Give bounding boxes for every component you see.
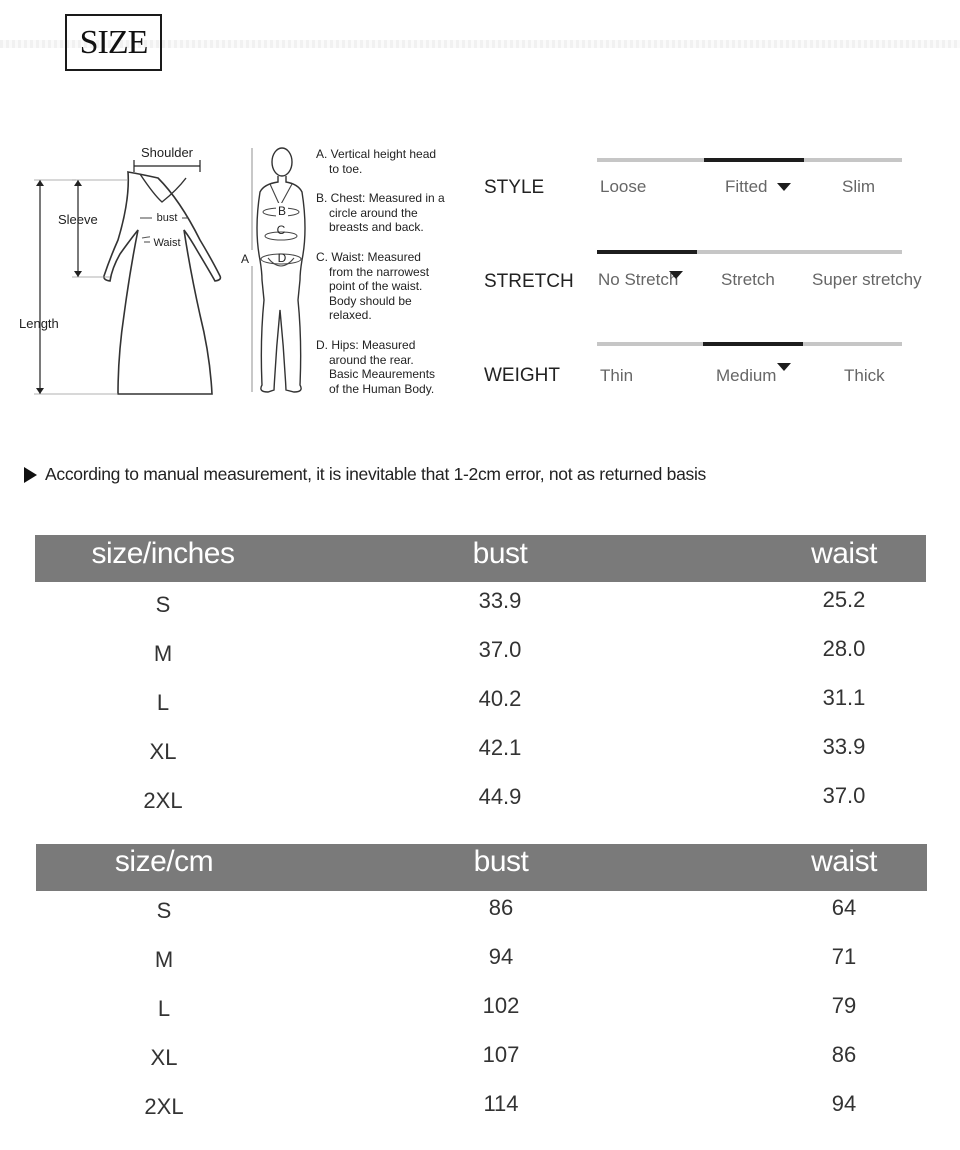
disclaimer-text: According to manual measurement, it is inevitable that 1-2cm error, not as returned basis (45, 464, 706, 484)
sleeve-label: Sleeve (58, 212, 98, 227)
table-cell: M (154, 947, 174, 972)
table-cell: 94 (488, 944, 514, 969)
table-cell: 2XL (144, 1094, 184, 1119)
table-cell: 79 (831, 993, 857, 1018)
table-cell: 37.0 (478, 637, 522, 662)
measurement-disclaimer (24, 464, 706, 485)
stretch-option-no-stretch: No Stretch (598, 270, 679, 289)
weight-option-thick: Thick (844, 366, 885, 385)
measurement-notes (316, 147, 456, 411)
table-cell: 37.0 (822, 783, 866, 808)
table-cell: 42.1 (478, 735, 522, 760)
stretch-option-super-stretchy: Super stretchy (812, 270, 922, 289)
bust-label: bust (156, 212, 178, 224)
table-cell: 33.9 (822, 734, 866, 759)
table-cell: 64 (831, 895, 857, 920)
letter-d: D (277, 251, 287, 265)
note-waist: C. Waist: Measured from the narrowest point of the waist. Body should be relaxed. (316, 249, 430, 323)
note-hips: D. Hips: Measured around the rear. Basic Meaurements of the Human Body. (316, 337, 436, 396)
table-cell: XL (149, 739, 177, 764)
table-cell: 86 (488, 895, 514, 920)
waist-label: Waist (153, 237, 181, 249)
style-selected-segment (704, 158, 804, 162)
cm-header-bust: bust (473, 845, 529, 878)
table-cell: 94 (831, 1091, 857, 1116)
table-cell: 40.2 (478, 686, 522, 711)
stretch-selected-segment (597, 250, 697, 254)
stretch-selected-arrow-icon (669, 271, 683, 279)
table-cell: 86 (831, 1042, 857, 1067)
weight-option-medium: Medium (716, 366, 777, 385)
inches-header-bust: bust (472, 537, 528, 570)
stretch-label: STRETCH (484, 271, 574, 292)
table-cell: L (157, 996, 171, 1021)
table-cell: M (153, 641, 173, 666)
length-label: Length (19, 316, 59, 331)
table-cell: 102 (482, 993, 520, 1018)
inches-header-size: size/inches (91, 537, 235, 570)
play-arrow-icon (24, 467, 37, 483)
weight-track (597, 342, 902, 346)
style-label: STYLE (484, 177, 545, 198)
dress-diagram (12, 140, 232, 400)
table-cell: XL (150, 1045, 178, 1070)
weight-selected-segment (703, 342, 803, 346)
weight-selected-arrow-icon (777, 363, 791, 371)
weight-option-thin: Thin (600, 366, 634, 385)
table-cell: S (155, 592, 171, 617)
table-cell: 28.0 (822, 636, 866, 661)
letter-c: C (276, 223, 286, 237)
table-cell: S (156, 898, 172, 923)
note-chest: B. Chest: Measured in a circle around the breasts and back. (316, 191, 445, 235)
table-cell: 25.2 (822, 587, 866, 612)
table-cell: 114 (483, 1091, 519, 1116)
style-track (597, 158, 902, 162)
cm-header-waist: waist (811, 845, 877, 878)
table-cell: 31.1 (822, 685, 866, 710)
table-cell: 71 (831, 944, 857, 969)
style-selected-arrow-icon (777, 183, 791, 191)
weight-label: WEIGHT (484, 365, 560, 386)
inches-header-waist: waist (811, 537, 877, 570)
style-option-fitted: Fitted (725, 177, 768, 196)
style-option-slim: Slim (842, 177, 876, 196)
note-height: A. Vertical height head to toe. (316, 147, 437, 176)
table-cell: L (156, 690, 170, 715)
shoulder-label: Shoulder (140, 145, 194, 160)
letter-b: B (277, 204, 287, 218)
letter-a: A (240, 252, 250, 266)
style-option-loose: Loose (600, 177, 647, 196)
cm-header-size: size/cm (114, 845, 214, 878)
table-cell: 107 (482, 1042, 520, 1067)
body-figure-diagram (238, 140, 318, 400)
stretch-option-stretch: Stretch (721, 270, 775, 289)
stretch-track (597, 250, 902, 254)
table-cell: 2XL (143, 788, 183, 813)
table-cell: 33.9 (478, 588, 522, 613)
size-title: SIZE (65, 14, 162, 71)
table-cell: 44.9 (478, 784, 522, 809)
